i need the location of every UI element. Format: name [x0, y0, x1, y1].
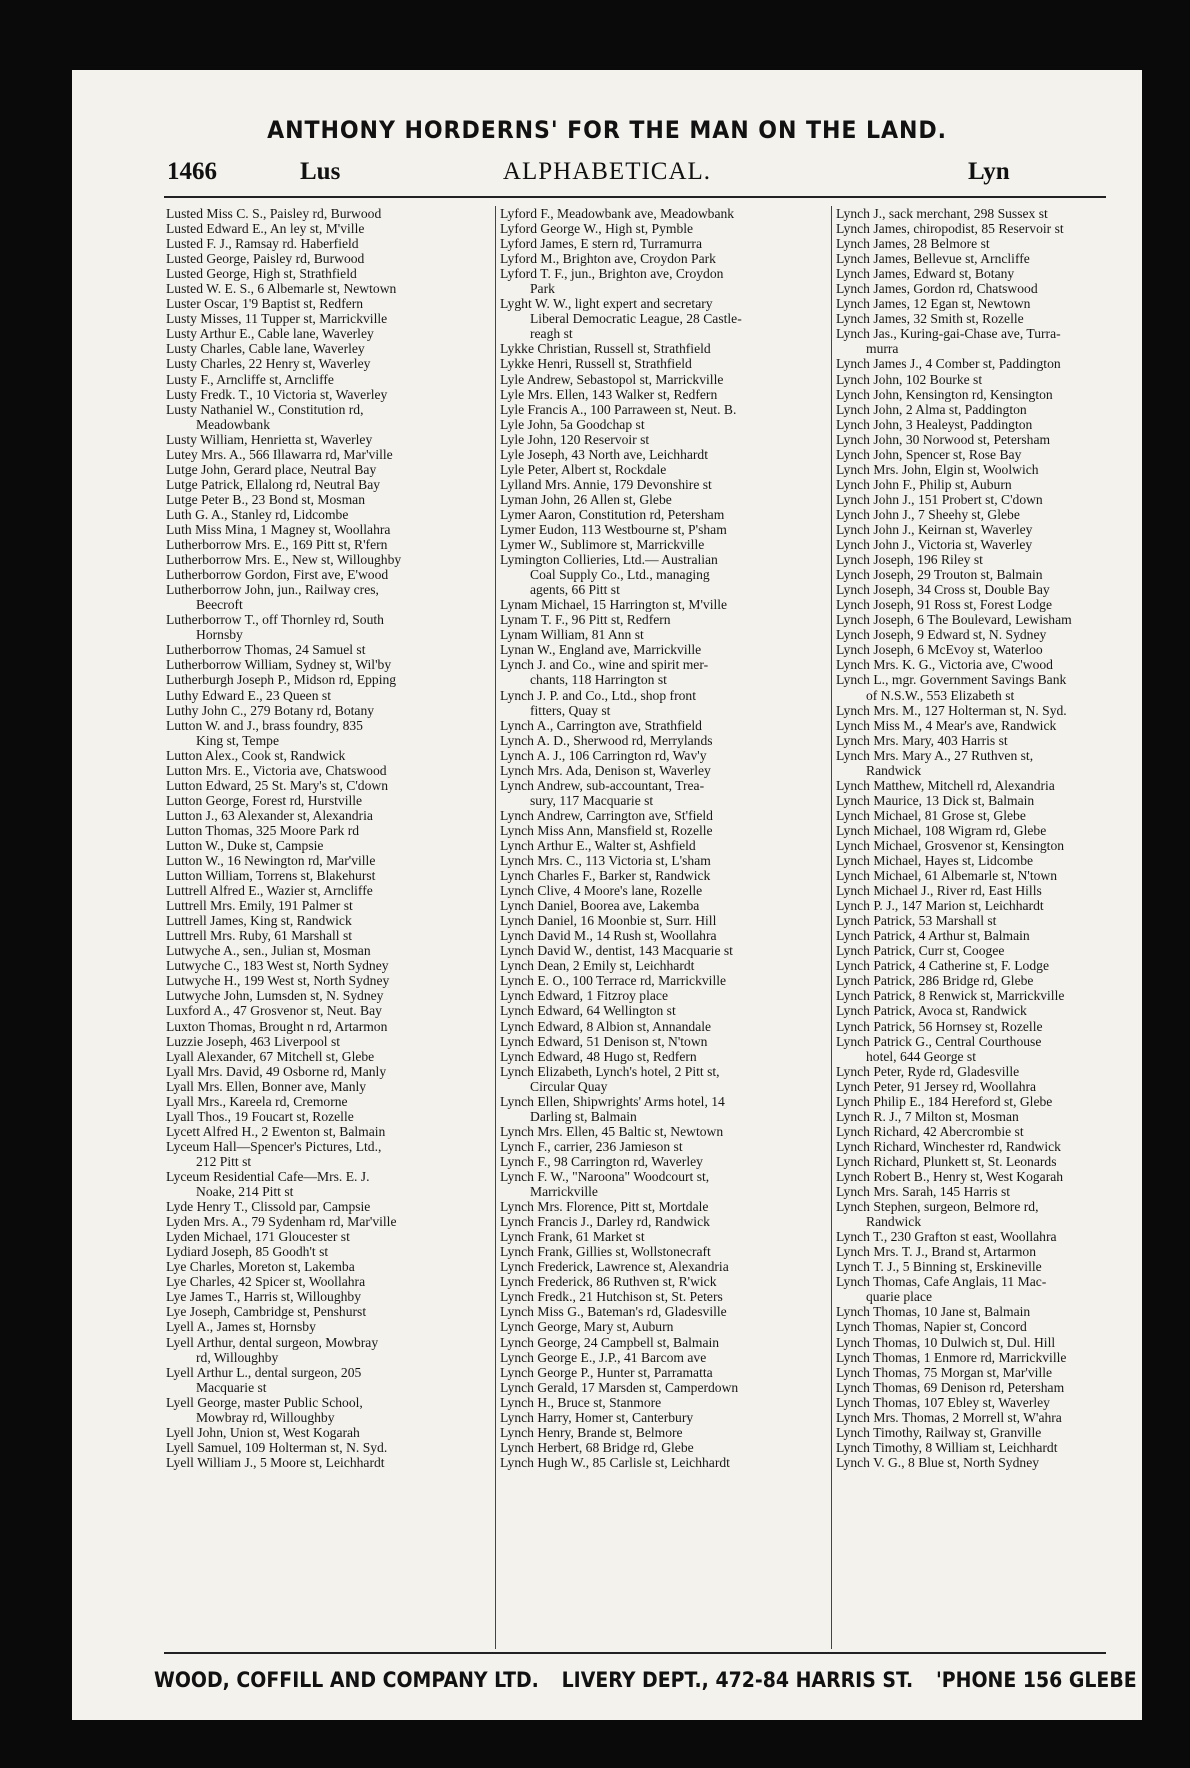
directory-entry: Lye Joseph, Cambridge st, Penshurst: [166, 1304, 367, 1320]
directory-entry: Lymer W., Sublimore st, Marrickville: [500, 537, 705, 553]
directory-entry: Lusted Edward E., An ley st, M'ville: [166, 221, 365, 237]
directory-entry: Lynch Mrs. C., 113 Victoria st, L'sham: [500, 853, 711, 869]
directory-entry: Lynch David W., dentist, 143 Macquarie st: [500, 943, 733, 959]
directory-entry: Lutton Thomas, 325 Moore Park rd: [166, 822, 360, 838]
page-header: [72, 158, 1142, 192]
directory-entry: Lutwyche John, Lumsden st, N. Sydney: [166, 988, 384, 1004]
directory-entry: Lyde Henry T., Clissold par, Campsie: [166, 1199, 371, 1215]
directory-entry: Lynch Richard, Plunkett st, St. Leonards: [836, 1153, 1057, 1169]
directory-entry: Lynch Richard, 42 Abercrombie st: [836, 1123, 1024, 1139]
directory-entry: Lyell John, Union st, West Kogarah: [166, 1424, 360, 1440]
directory-entry: Lynan W., England ave, Marrickville: [500, 642, 702, 658]
directory-entry: Lyceum Hall—Spencer's Pictures, Ltd.,: [166, 1138, 382, 1154]
directory-entry: Lyell A., James st, Hornsby: [166, 1319, 316, 1335]
directory-entry: Lynch Edward, 64 Wellington st: [500, 1003, 676, 1019]
entry-continuation: sury, 117 Macquarie st: [530, 792, 654, 808]
directory-entry: Lynch Hugh W., 85 Carlisle st, Leichhardt: [500, 1454, 730, 1470]
directory-entry: Lutton W., Duke st, Campsie: [166, 837, 324, 853]
directory-entry: Lynch John J., 7 Sheehy st, Glebe: [836, 506, 1020, 522]
directory-entry: Lynch T., 230 Grafton st east, Woollahra: [836, 1229, 1057, 1245]
directory-entry: Lynch John J., 151 Probert st, C'down: [836, 491, 1043, 507]
directory-entry: Lynch Thomas, 75 Morgan st, Mar'ville: [836, 1364, 1053, 1380]
column-2: [500, 206, 828, 1649]
directory-entry: Lyell William J., 5 Moore st, Leichhardt: [166, 1454, 385, 1470]
directory-entry: Lyall Mrs. David, 49 Osborne rd, Manly: [166, 1063, 387, 1079]
directory-entry: Lutwyche C., 183 West st, North Sydney: [166, 958, 389, 974]
directory-entry: Lynch George P., Hunter st, Parramatta: [500, 1364, 713, 1380]
directory-entry: Lynch John, 102 Bourke st: [836, 371, 983, 387]
directory-entry: Lyford M., Brighton ave, Croydon Park: [500, 251, 716, 267]
column-1: [166, 206, 492, 1649]
directory-entry: Lynch John J., Keirnan st, Waverley: [836, 521, 1033, 537]
directory-entry: Lynch Mrs. Sarah, 145 Harris st: [836, 1184, 1011, 1200]
directory-entry: Lynch Stephen, surgeon, Belmore rd,: [836, 1199, 1039, 1215]
directory-entry: Luxford A., 47 Grosvenor st, Neut. Bay: [166, 1003, 382, 1019]
directory-entry: Lynch Edward, 51 Denison st, N'town: [500, 1033, 708, 1049]
directory-entry: Lynch Thomas, Cafe Anglais, 11 Mac-: [836, 1274, 1047, 1290]
directory-entry: Lynch Frederick, Lawrence st, Alexandria: [500, 1259, 729, 1275]
directory-entry: Lutton Alex., Cook st, Randwick: [166, 747, 346, 763]
entry-continuation: Marrickville: [530, 1184, 598, 1200]
directory-entry: Lyford T. F., jun., Brighton ave, Croydon: [500, 266, 724, 282]
directory-entry: Lynch Joseph, 6 McEvoy st, Waterloo: [836, 642, 1043, 658]
directory-entry: Lynch Edward, 8 Albion st, Annandale: [500, 1018, 712, 1034]
directory-entry: Lynch Patrick, 4 Catherine st, F. Lodge: [836, 958, 1049, 974]
directory-entry: Lyle John, 5a Goodchap st: [500, 416, 645, 432]
directory-entry: Lymington Collieries, Ltd.— Australian: [500, 552, 718, 568]
directory-entry: Lynch James J., 4 Comber st, Paddington: [836, 356, 1061, 372]
directory-entry: Lykke Henri, Russell st, Strathfield: [500, 356, 692, 372]
directory-entry: Lynch Patrick, 286 Bridge rd, Glebe: [836, 973, 1034, 989]
entry-continuation: Randwick: [866, 1214, 922, 1230]
directory-entry: Lyell George, master Public School,: [166, 1394, 363, 1410]
entry-continuation: 212 Pitt st: [196, 1153, 252, 1169]
directory-entry: Lynam William, 81 Ann st: [500, 627, 644, 643]
directory-entry: Lynch Gerald, 17 Marsden st, Camperdown: [500, 1379, 739, 1395]
directory-entry: Lynch Daniel, Boorea ave, Lakemba: [500, 898, 700, 914]
directory-entry: Lymer Aaron, Constitution rd, Petersham: [500, 506, 725, 522]
directory-entry: Luthy Edward E., 23 Queen st: [166, 687, 331, 703]
directory-entry: Lynch John, 3 Healeyst, Paddington: [836, 416, 1033, 432]
directory-entry: Lynch James, Edward st, Botany: [836, 266, 1015, 282]
directory-entry: Lynch Edward, 1 Fitzroy place: [500, 988, 668, 1004]
directory-entry: Lyall Thos., 19 Foucart st, Rozelle: [166, 1108, 354, 1124]
directory-entry: Lynch Timothy, 8 William st, Leichhardt: [836, 1439, 1058, 1455]
directory-entry: Lynch Mrs. Florence, Pitt st, Mortdale: [500, 1199, 709, 1215]
directory-entry: Lynch Michael, 81 Grose st, Glebe: [836, 807, 1026, 823]
directory-entry: Lyford James, E stern rd, Turramurra: [500, 236, 702, 252]
directory-entry: Lykke Christian, Russell st, Strathfield: [500, 341, 711, 357]
directory-entry: Lymer Eudon, 113 Westbourne st, P'sham: [500, 521, 727, 537]
directory-entry: Lyell Samuel, 109 Holterman st, N. Syd.: [166, 1439, 388, 1455]
column-divider: [831, 206, 832, 1649]
directory-entry: Lynch Mrs. M., 127 Holterman st, N. Syd.: [836, 702, 1067, 718]
directory-entry: Lynch A., Carrington ave, Strathfield: [500, 717, 702, 733]
directory-entry: Lyford George W., High st, Pymble: [500, 221, 694, 237]
directory-entry: Lyden Michael, 171 Gloucester st: [166, 1229, 350, 1245]
footer-company: WOOD, COFFILL AND COMPANY LTD.: [154, 1668, 539, 1692]
directory-entry: Lynch John J., Victoria st, Waverley: [836, 537, 1033, 553]
entry-continuation: Macquarie st: [196, 1379, 267, 1395]
directory-entry: Lynch L., mgr. Government Savings Bank: [836, 672, 1067, 688]
column-divider: [495, 206, 496, 1649]
directory-entry: Lyle Mrs. Ellen, 143 Walker st, Redfern: [500, 386, 718, 402]
directory-page: [72, 70, 1142, 1720]
directory-entry: Lynch Patrick G., Central Courthouse: [836, 1033, 1042, 1049]
directory-entry: Lyght W. W., light expert and secretary: [500, 296, 713, 312]
directory-entry: Lynch George, Mary st, Auburn: [500, 1319, 674, 1335]
directory-entry: Lynch Peter, Ryde rd, Gladesville: [836, 1063, 1020, 1079]
directory-entry: Lynch James, 32 Smith st, Rozelle: [836, 311, 1024, 327]
directory-entry: Lusted F. J., Ramsay rd. Haberfield: [166, 236, 359, 252]
directory-entry: Lyall Mrs., Kareela rd, Cremorne: [166, 1093, 348, 1109]
entry-continuation: Randwick: [866, 762, 922, 778]
directory-entry: Lyford F., Meadowbank ave, Meadowbank: [500, 206, 735, 221]
directory-entry: Lutey Mrs. A., 566 Illawarra rd, Mar'ville: [166, 446, 393, 462]
directory-entry: Luth G. A., Stanley rd, Lidcombe: [166, 506, 349, 522]
directory-entry: Lusted George, High st, Strathfield: [166, 266, 357, 282]
directory-entry: Lynch Andrew, Carrington ave, St'field: [500, 807, 713, 823]
directory-entry: Lynch John, 30 Norwood st, Petersham: [836, 431, 1051, 447]
directory-entry: Lutton W., 16 Newington rd, Mar'ville: [166, 853, 376, 869]
directory-entry: Lynch Thomas, 10 Jane st, Balmain: [836, 1304, 1031, 1320]
directory-entry: Lynch James, Bellevue st, Arncliffe: [836, 251, 1030, 267]
directory-entry: Lyle John, 120 Reservoir st: [500, 431, 650, 447]
directory-entry: Lusty Charles, Cable lane, Waverley: [166, 341, 365, 357]
directory-entry: Lutherborrow Gordon, First ave, E'wood: [166, 567, 389, 583]
directory-entry: Lusty Fredk. T., 10 Victoria st, Waverley: [166, 386, 388, 402]
directory-entry: Lutton W. and J., brass foundry, 835: [166, 717, 363, 733]
directory-entry: Lynch A. D., Sherwood rd, Merrylands: [500, 732, 713, 748]
directory-entry: Lynch Elizabeth, Lynch's hotel, 2 Pitt st,: [500, 1063, 720, 1079]
directory-entry: Lynch Joseph, 9 Edward st, N. Sydney: [836, 627, 1047, 643]
directory-entry: Lusted George, Paisley rd, Burwood: [166, 251, 365, 267]
entry-continuation: hotel, 644 George st: [866, 1048, 976, 1064]
directory-entry: Lynch Mrs. Mary A., 27 Ruthven st,: [836, 747, 1034, 763]
directory-entry: Lye Charles, Moreton st, Lakemba: [166, 1259, 355, 1275]
directory-entry: Lusty Misses, 11 Tupper st, Marrickville: [166, 311, 388, 327]
directory-entry: Lynch Michael, Grosvenor st, Kensington: [836, 837, 1065, 853]
directory-entry: Lynch Dean, 2 Emily st, Leichhardt: [500, 958, 695, 974]
directory-entry: Lynch Harry, Homer st, Canterbury: [500, 1409, 694, 1425]
directory-entry: Lynch Patrick, 8 Renwick st, Marrickville: [836, 988, 1065, 1004]
directory-entry: Lynch Mrs. Ada, Denison st, Waverley: [500, 762, 711, 778]
footer-dept: LIVERY DEPT., 472-84 HARRIS ST.: [561, 1668, 914, 1692]
directory-entry: Lyle Joseph, 43 North ave, Leichhardt: [500, 446, 709, 462]
directory-entry: Lynch A. J., 106 Carrington rd, Wav'y: [500, 747, 707, 763]
directory-entry: Lynch Mrs. K. G., Victoria ave, C'wood: [836, 657, 1053, 673]
directory-entry: Lyle Peter, Albert st, Rockdale: [500, 461, 667, 477]
entry-continuation: Beecroft: [196, 597, 243, 613]
directory-entry: Lynch Thomas, 107 Ebley st, Waverley: [836, 1394, 1050, 1410]
directory-entry: Lynch Ellen, Shipwrights' Arms hotel, 14: [500, 1093, 725, 1109]
directory-entry: Lynch Francis J., Darley rd, Randwick: [500, 1214, 710, 1230]
entry-continuation: fitters, Quay st: [530, 702, 611, 718]
directory-entry: Lynch George E., J.P., 41 Barcom ave: [500, 1349, 707, 1365]
directory-entry: Lynch H., Bruce st, Stanmore: [500, 1394, 662, 1410]
directory-entry: Lynch Maurice, 13 Dick st, Balmain: [836, 792, 1035, 808]
directory-entry: Lutton J., 63 Alexander st, Alexandria: [166, 807, 373, 823]
directory-entry: Lynch Timothy, Railway st, Granville: [836, 1424, 1042, 1440]
directory-entry: Lyden Mrs. A., 79 Sydenham rd, Mar'ville: [166, 1214, 397, 1230]
directory-entry: Lynch Miss M., 4 Mear's ave, Randwick: [836, 717, 1057, 733]
directory-entry: Lynch Charles F., Barker st, Randwick: [500, 868, 711, 884]
directory-entry: Lye Charles, 42 Spicer st, Woollahra: [166, 1274, 366, 1290]
directory-entry: Lynch Peter, 91 Jersey rd, Woollahra: [836, 1078, 1037, 1094]
directory-entry: Lyell Arthur L., dental surgeon, 205: [166, 1364, 362, 1380]
directory-entry: Lynch V. G., 8 Blue st, North Sydney: [836, 1454, 1040, 1470]
right-guide-word: Lyn: [968, 158, 1010, 185]
advertisement-banner: ANTHONY HORDERNS' FOR THE MAN ON THE LAND.: [267, 116, 947, 144]
directory-entry: Lusty William, Henrietta st, Waverley: [166, 431, 373, 447]
entry-continuation: Darling st, Balmain: [530, 1108, 637, 1124]
directory-entry: Lynch Frank, Gillies st, Wollstonecraft: [500, 1244, 711, 1260]
directory-entry: Lyle Francis A., 100 Parraween st, Neut. B.: [500, 401, 737, 417]
directory-entry: Lynch Matthew, Mitchell rd, Alexandria: [836, 777, 1055, 793]
directory-entry: Lynch J., sack merchant, 298 Sussex st: [836, 206, 1048, 221]
directory-entry: Lynch Michael J., River rd, East Hills: [836, 883, 1042, 899]
directory-entry: Lynch Mrs. T. J., Brand st, Artarmon: [836, 1244, 1036, 1260]
directory-entry: Lusted Miss C. S., Paisley rd, Burwood: [166, 206, 382, 221]
directory-entry: Lynch F., carrier, 236 Jamieson st: [500, 1138, 683, 1154]
directory-entry: Lynch F. W., "Naroona" Woodcourt st,: [500, 1169, 710, 1184]
directory-entry: Lynch T. J., 5 Binning st, Erskineville: [836, 1259, 1042, 1275]
entry-continuation: King st, Tempe: [196, 732, 279, 748]
directory-entry: Lynch Patrick, Avoca st, Randwick: [836, 1003, 1027, 1019]
directory-entry: Lynch George, 24 Campbell st, Balmain: [500, 1334, 720, 1350]
entry-continuation: Liberal Democratic League, 28 Castle-: [530, 311, 742, 327]
directory-entry: Lutge John, Gerard place, Neutral Bay: [166, 461, 377, 477]
header-rule: [164, 196, 1106, 198]
directory-entry: Lynch Joseph, 196 Riley st: [836, 552, 983, 568]
directory-entry: Lydiard Joseph, 85 Goodh't st: [166, 1244, 329, 1260]
directory-entry: Lynch Mrs. Mary, 403 Harris st: [836, 732, 1008, 748]
directory-entry: Lynch Thomas, 10 Dulwich st, Dul. Hill: [836, 1334, 1056, 1350]
directory-entry: Lynch Philip E., 184 Hereford st, Glebe: [836, 1093, 1053, 1109]
entry-continuation: quarie place: [866, 1289, 933, 1305]
page-number: 1466: [167, 158, 217, 185]
directory-entry: Lynch Jas., Kuring-gai-Chase ave, Turra-: [836, 326, 1061, 342]
directory-entry: Lusty Arthur E., Cable lane, Waverley: [166, 326, 374, 342]
directory-entry: Lutton William, Torrens st, Blakehurst: [166, 868, 376, 884]
entry-continuation: Meadowbank: [196, 416, 270, 432]
directory-entry: Lylland Mrs. Annie, 179 Devonshire st: [500, 476, 712, 492]
entry-continuation: rd, Willoughby: [196, 1349, 279, 1365]
directory-entry: Lutwyche H., 199 West st, North Sydney: [166, 973, 390, 989]
directory-entry: Lyceum Residential Cafe—Mrs. E. J.: [166, 1169, 370, 1184]
directory-entry: Lynam T. F., 96 Pitt st, Redfern: [500, 612, 671, 628]
directory-entry: Luxton Thomas, Brought n rd, Artarmon: [166, 1018, 388, 1034]
entry-continuation: murra: [866, 341, 899, 357]
directory-entry: Lynch Thomas, 69 Denison rd, Petersham: [836, 1379, 1065, 1395]
directory-entry: Lyall Mrs. Ellen, Bonner ave, Manly: [166, 1078, 367, 1094]
directory-entry: Lynch F., 98 Carrington rd, Waverley: [500, 1153, 703, 1169]
directory-entry: Luttrell Mrs. Ruby, 61 Marshall st: [166, 928, 353, 944]
entry-continuation: Noake, 214 Pitt st: [196, 1184, 294, 1200]
directory-entry: Lutherborrow John, jun., Railway cres,: [166, 582, 379, 598]
directory-entry: Lynch James, 12 Egan st, Newtown: [836, 296, 1031, 312]
directory-entry: Luzzie Joseph, 463 Liverpool st: [166, 1033, 341, 1049]
directory-entry: Lynch Fredk., 21 Hutchison st, St. Peters: [500, 1289, 723, 1305]
entry-continuation: Mowbray rd, Willoughby: [196, 1409, 335, 1425]
directory-entry: Lynch Michael, Hayes st, Lidcombe: [836, 853, 1034, 869]
entry-continuation: Coal Supply Co., Ltd., managing: [530, 567, 710, 583]
directory-entry: Lynch John, Spencer st, Rose Bay: [836, 446, 1022, 462]
directory-entry: Lynch James, Gordon rd, Chatswood: [836, 281, 1038, 297]
directory-entry: Lusty Nathaniel W., Constitution rd,: [166, 401, 364, 417]
directory-entry: Lye James T., Harris st, Willoughby: [166, 1289, 362, 1305]
directory-entry: Lynch John F., Philip st, Auburn: [836, 476, 1012, 492]
directory-entry: Lynch Thomas, Napier st, Concord: [836, 1319, 1027, 1335]
directory-entry: Lynch David M., 14 Rush st, Woollahra: [500, 928, 717, 944]
directory-entry: Lynch John, 2 Alma st, Paddington: [836, 401, 1027, 417]
entry-continuation: agents, 66 Pitt st: [530, 582, 620, 598]
directory-entry: Lynch P. J., 147 Marion st, Leichhardt: [836, 898, 1044, 914]
directory-entry: Lutton Mrs. E., Victoria ave, Chatswood: [166, 762, 387, 778]
directory-entry: Lynch Joseph, 34 Cross st, Double Bay: [836, 582, 1050, 598]
directory-entry: Luttrell Mrs. Emily, 191 Palmer st: [166, 898, 353, 914]
directory-entry: Lynch Thomas, 1 Enmore rd, Marrickville: [836, 1349, 1067, 1365]
directory-entry: Lynch Herbert, 68 Bridge rd, Glebe: [500, 1439, 694, 1455]
directory-entry: Lynch John, Kensington rd, Kensington: [836, 386, 1053, 402]
directory-entry: Lynch Mrs. Ellen, 45 Baltic st, Newtown: [500, 1123, 724, 1139]
directory-entry: Lynch R. J., 7 Milton st, Mosman: [836, 1108, 1019, 1124]
advertisement-footer: [154, 1668, 1137, 1692]
directory-entry: Lynch Arthur E., Walter st, Ashfield: [500, 837, 696, 853]
directory-entry: Lynch Clive, 4 Moore's lane, Rozelle: [500, 883, 703, 899]
left-guide-word: Lus: [300, 158, 341, 185]
directory-entry: Lusty F., Arncliffe st, Arncliffe: [166, 371, 334, 387]
directory-entry: Lynch Edward, 48 Hugo st, Redfern: [500, 1048, 697, 1064]
directory-entry: Lynch Richard, Winchester rd, Randwick: [836, 1138, 1061, 1154]
directory-entry: Lynch Robert B., Henry st, West Kogarah: [836, 1169, 1064, 1184]
directory-entry: Lutherborrow T., off Thornley rd, South: [166, 612, 384, 628]
directory-entry: Lynch Michael, 108 Wigram rd, Glebe: [836, 822, 1047, 838]
directory-entry: Lynch Michael, 61 Albemarle st, N'town: [836, 868, 1058, 884]
directory-entry: Lynch Patrick, Curr st, Coogee: [836, 943, 1005, 959]
entry-continuation: chants, 118 Harrington st: [530, 672, 667, 688]
directory-entry: Lynch Joseph, 91 Ross st, Forest Lodge: [836, 597, 1052, 613]
directory-entry: Lutwyche A., sen., Julian st, Mosman: [166, 943, 371, 959]
directory-entry: Lusty Charles, 22 Henry st, Waverley: [166, 356, 371, 372]
directory-entry: Lynch Frank, 61 Market st: [500, 1229, 645, 1245]
entry-continuation: Hornsby: [196, 627, 243, 643]
directory-entry: Lynch Mrs. John, Elgin st, Woolwich: [836, 461, 1039, 477]
directory-entry: Lutherborrow William, Sydney st, Wil'by: [166, 657, 392, 673]
directory-entry: Lyle Andrew, Sebastopol st, Marrickville: [500, 371, 724, 387]
entry-continuation: Circular Quay: [530, 1078, 608, 1094]
directory-entry: Lynch Andrew, sub-accountant, Trea-: [500, 777, 705, 793]
directory-entry: Lyall Alexander, 67 Mitchell st, Glebe: [166, 1048, 375, 1064]
directory-entry: Lutherborrow Mrs. E., New st, Willoughby: [166, 552, 402, 568]
footer-phone: 'PHONE 156 GLEBE: [936, 1668, 1137, 1692]
directory-entry: Lynch James, 28 Belmore st: [836, 236, 990, 252]
directory-entry: Lutherborrow Mrs. E., 169 Pitt st, R'fern: [166, 537, 388, 553]
directory-entry: Lutton Edward, 25 St. Mary's st, C'down: [166, 777, 389, 793]
directory-entry: Lynch Patrick, 53 Marshall st: [836, 913, 997, 929]
directory-entry: Lyell Arthur, dental surgeon, Mowbray: [166, 1334, 379, 1350]
directory-entry: Lynch Daniel, 16 Moonbie st, Surr. Hill: [500, 913, 717, 929]
entry-continuation: reagh st: [530, 326, 573, 342]
directory-entry: Luth Miss Mina, 1 Magney st, Woollahra: [166, 521, 391, 537]
directory-entry: Lutton George, Forest rd, Hurstville: [166, 792, 363, 808]
directory-entry: Luttrell James, King st, Randwick: [166, 913, 352, 929]
directory-entry: Lynch J. and Co., wine and spirit mer-: [500, 657, 709, 673]
directory-entry: Lynch Henry, Brande st, Belmore: [500, 1424, 683, 1440]
directory-columns: [166, 206, 1142, 1649]
directory-entry: Lynch Patrick, 4 Arthur st, Balmain: [836, 928, 1030, 944]
directory-entry: Lutherborrow Thomas, 24 Samuel st: [166, 642, 366, 658]
directory-entry: Lynch Mrs. Thomas, 2 Morrell st, W'ahra: [836, 1409, 1062, 1425]
directory-entry: Lyman John, 26 Allen st, Glebe: [500, 491, 672, 507]
entry-continuation: of N.S.W., 553 Elizabeth st: [866, 687, 1015, 703]
directory-entry: Lynch Joseph, 29 Trouton st, Balmain: [836, 567, 1043, 583]
page-title: ALPHABETICAL.: [502, 158, 712, 185]
directory-entry: Lycett Alfred H., 2 Ewenton st, Balmain: [166, 1123, 386, 1139]
column-3: [836, 206, 1142, 1649]
directory-entry: Lynch James, chiropodist, 85 Reservoir st: [836, 221, 1064, 237]
directory-entry: Lutherburgh Joseph P., Midson rd, Epping: [166, 672, 397, 688]
directory-entry: Lutge Peter B., 23 Bond st, Mosman: [166, 491, 365, 507]
directory-entry: Lynch Miss G., Bateman's rd, Gladesville: [500, 1304, 727, 1320]
footer-rule: [164, 1652, 1106, 1654]
directory-entry: Lusted W. E. S., 6 Albemarle st, Newtown: [166, 281, 397, 297]
directory-entry: Lynch E. O., 100 Terrace rd, Marrickville: [500, 973, 727, 989]
directory-entry: Lynch Miss Ann, Mansfield st, Rozelle: [500, 822, 713, 838]
directory-entry: Lynch Frederick, 86 Ruthven st, R'wick: [500, 1274, 717, 1290]
directory-entry: Lynam Michael, 15 Harrington st, M'ville: [500, 597, 728, 613]
directory-entry: Luttrell Alfred E., Wazier st, Arncliffe: [166, 883, 373, 899]
directory-entry: Luster Oscar, 1'9 Baptist st, Redfern: [166, 296, 364, 312]
directory-entry: Luthy John C., 279 Botany rd, Botany: [166, 702, 375, 718]
directory-entry: Lynch J. P. and Co., Ltd., shop front: [500, 687, 696, 703]
entry-continuation: Park: [530, 281, 555, 297]
directory-entry: Lynch Joseph, 6 The Boulevard, Lewisham: [836, 612, 1072, 628]
directory-entry: Lynch Patrick, 56 Hornsey st, Rozelle: [836, 1018, 1043, 1034]
directory-entry: Lutge Patrick, Ellalong rd, Neutral Bay: [166, 476, 381, 492]
